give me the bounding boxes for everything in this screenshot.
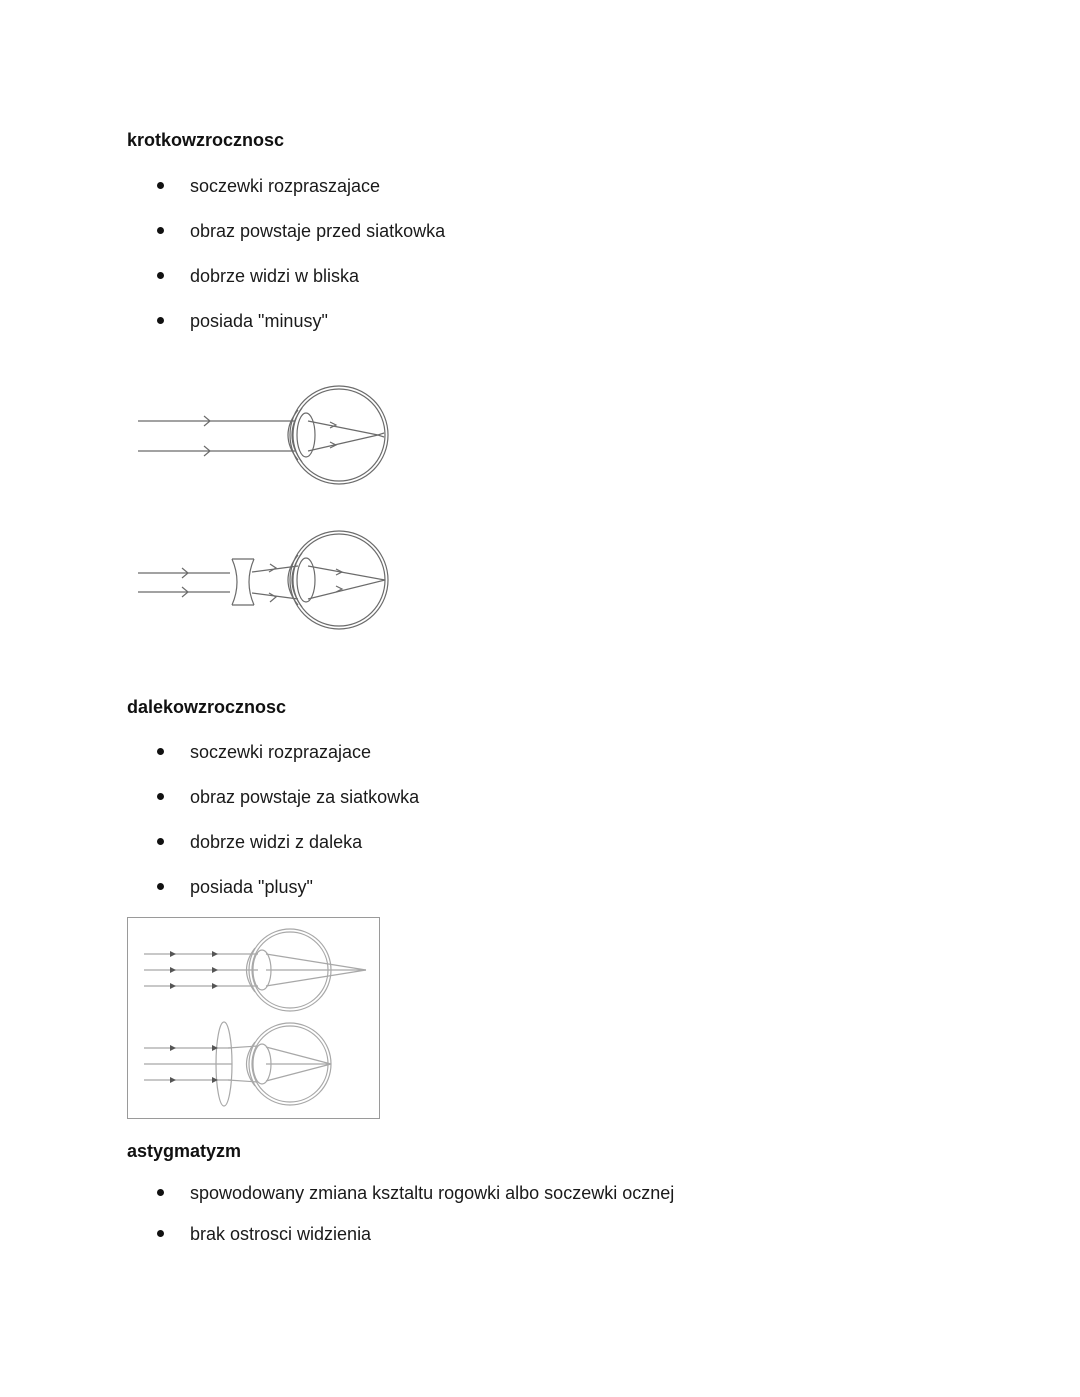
list-item-text: obraz powstaje za siatkowka	[190, 787, 420, 807]
list-item-text: soczewki rozpraszajace	[190, 176, 381, 196]
myopia-eye-diagram	[130, 380, 400, 490]
bullet-icon	[157, 1230, 164, 1237]
heading-krotkowzrocznosc: krotkowzrocznosc	[127, 130, 285, 150]
bullet-icon	[157, 272, 164, 279]
list-item-text: brak ostrosci widzienia	[190, 1224, 372, 1244]
list-item-text: dobrze widzi w bliska	[190, 266, 360, 286]
list-item-text: soczewki rozprazajace	[190, 742, 372, 762]
myopia-corrected-eye-diagram	[130, 526, 400, 636]
bullet-icon	[157, 883, 164, 890]
list-item-text: posiada "minusy"	[190, 311, 328, 331]
bullet-icon	[157, 748, 164, 755]
bullet-icon	[157, 793, 164, 800]
hyperopia-eye-diagram	[128, 918, 379, 1118]
bullet-icon	[157, 317, 164, 324]
list-item-text: posiada "plusy"	[190, 877, 313, 897]
heading-dalekowzrocznosc: dalekowzrocznosc	[127, 697, 287, 717]
bullet-icon	[157, 838, 164, 845]
bullet-icon	[157, 1189, 164, 1196]
bullet-icon	[157, 182, 164, 189]
list-item-text: dobrze widzi z daleka	[190, 832, 363, 852]
list-item-text: obraz powstaje przed siatkowka	[190, 221, 446, 241]
hyperopia-diagram-frame	[127, 917, 380, 1119]
list-item-text: spowodowany zmiana ksztaltu rogowki albo soczewki ocznej	[190, 1183, 675, 1203]
heading-astygmatyzm: astygmatyzm	[127, 1141, 242, 1161]
bullet-icon	[157, 227, 164, 234]
